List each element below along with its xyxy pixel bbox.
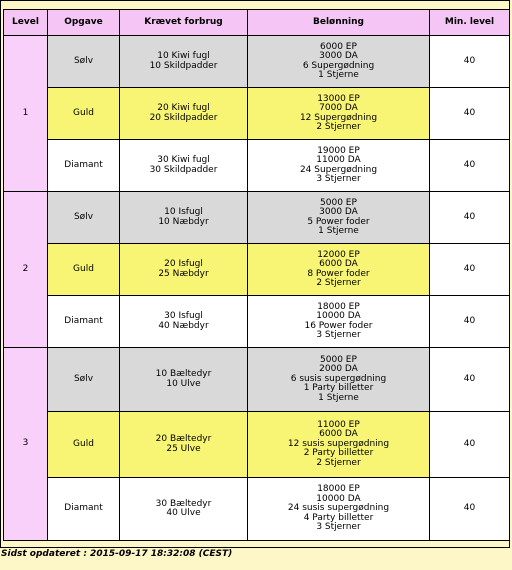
reward-item: 12000 EP [317, 249, 360, 260]
min-level-cell: 40 [430, 192, 510, 244]
required-consumption-cell [120, 88, 248, 140]
required-consumption-cell [120, 36, 248, 88]
reward-item: 5 Power foder [307, 216, 370, 227]
required-item: 10 Skildpadder [149, 60, 218, 71]
reward-item: 2 Party billetter [303, 448, 374, 459]
header-kraevet-forbrug: Krævet forbrug [120, 10, 248, 36]
reward-item: 12 Supergødning [299, 112, 378, 123]
table-row [4, 412, 510, 478]
reward-item: 8 Power foder [307, 268, 370, 279]
reward-item: 6 Supergødning [302, 60, 375, 71]
required-consumption-cell [120, 296, 248, 348]
reward-item: 11000 DA [316, 155, 361, 165]
reward-cell [248, 478, 430, 541]
level-cell: 2 [4, 192, 48, 348]
table-row [4, 140, 510, 192]
task-tier-cell: Sølv [48, 36, 120, 88]
reward-cell [248, 348, 430, 412]
header-belonning: Belønning [248, 10, 430, 36]
header-opgave: Opgave [48, 10, 120, 36]
reward-cell [248, 36, 430, 88]
rewards-body [4, 36, 510, 541]
min-level-cell: 40 [430, 348, 510, 412]
rewards-table [3, 9, 510, 541]
table-row [4, 478, 510, 541]
min-level-cell: 40 [430, 88, 510, 140]
required-item: 20 Isfugl [164, 259, 203, 269]
reward-item: 6 susis supergødning [290, 373, 387, 384]
reward-item: 3000 DA [319, 207, 358, 217]
required-item: 10 Bæltedyr [155, 369, 212, 379]
task-tier-cell: Sølv [48, 348, 120, 412]
reward-item: 10000 DA [316, 311, 361, 321]
reward-item: 3000 DA [319, 51, 358, 61]
required-item: 30 Kiwi fugl [157, 155, 210, 165]
reward-cell [248, 296, 430, 348]
level-cell: 3 [4, 348, 48, 541]
reward-item: 6000 EP [320, 41, 357, 52]
required-item: 25 Ulve [166, 443, 201, 454]
min-level-cell: 40 [430, 244, 510, 296]
reward-item: 18000 EP [317, 484, 360, 495]
reward-item: 6000 DA [319, 259, 358, 269]
required-consumption-cell [120, 478, 248, 541]
reward-item: 2 Stjerner [316, 278, 361, 288]
header-min-level: Min. level [430, 10, 510, 36]
required-consumption-cell [120, 412, 248, 478]
reward-item: 6000 DA [319, 429, 358, 440]
reward-item: 1 Stjerne [318, 392, 359, 403]
reward-item: 2 Stjerner [316, 457, 361, 468]
reward-item: 1 Stjerne [318, 70, 359, 80]
required-item: 10 Isfugl [164, 207, 203, 217]
task-tier-cell: Guld [48, 88, 120, 140]
reward-cell [248, 244, 430, 296]
reward-cell [248, 412, 430, 478]
table-row [4, 36, 510, 88]
task-tier-cell: Guld [48, 244, 120, 296]
task-tier-cell: Sølv [48, 192, 120, 244]
required-item: 20 Bæltedyr [155, 434, 212, 444]
min-level-cell: 40 [430, 36, 510, 88]
required-consumption-cell [120, 140, 248, 192]
reward-item: 16 Power foder [304, 320, 373, 331]
last-updated-text: Sidst opdateret : 2015-09-17 18:32:08 (CEST) [1, 549, 233, 559]
reward-item: 3 Stjerner [316, 330, 361, 340]
reward-cell [248, 88, 430, 140]
reward-item: 2000 DA [319, 364, 358, 375]
reward-cell [248, 192, 430, 244]
required-item: 10 Ulve [166, 378, 201, 389]
required-item: 10 Kiwi fugl [157, 51, 210, 61]
required-item: 20 Kiwi fugl [157, 103, 210, 113]
min-level-cell: 40 [430, 140, 510, 192]
level-cell: 1 [4, 36, 48, 192]
required-consumption-cell [120, 244, 248, 296]
reward-item: 2 Stjerner [316, 122, 361, 132]
reward-item: 10000 DA [316, 493, 361, 504]
required-consumption-cell [120, 348, 248, 412]
min-level-cell: 40 [430, 412, 510, 478]
task-tier-cell: Diamant [48, 478, 120, 541]
reward-item: 3 Stjerner [316, 522, 361, 533]
required-item: 20 Skildpadder [149, 112, 218, 123]
table-row [4, 296, 510, 348]
reward-item: 11000 EP [317, 419, 360, 430]
reward-item: 19000 EP [317, 145, 360, 156]
reward-item: 1 Party billetter [303, 383, 374, 394]
reward-cell [248, 140, 430, 192]
reward-item: 13000 EP [317, 93, 360, 104]
required-item: 10 Næbdyr [158, 216, 209, 227]
header-row [4, 10, 510, 36]
header-level: Level [4, 10, 48, 36]
reward-item: 5000 EP [320, 197, 357, 208]
required-item: 40 Ulve [166, 508, 201, 518]
reward-item: 12 susis supergødning [287, 438, 390, 449]
required-item: 30 Isfugl [164, 311, 203, 321]
task-tier-cell: Guld [48, 412, 120, 478]
required-item: 30 Skildpadder [149, 164, 218, 175]
reward-item: 3 Stjerner [316, 174, 361, 184]
reward-item: 24 susis supergødning [287, 503, 390, 514]
reward-item: 1 Stjerne [318, 226, 359, 236]
table-row [4, 192, 510, 244]
min-level-cell: 40 [430, 296, 510, 348]
required-item: 25 Næbdyr [158, 268, 209, 279]
reward-item: 24 Supergødning [299, 164, 378, 175]
table-row [4, 348, 510, 412]
reward-item: 4 Party billetter [303, 512, 374, 523]
reward-item: 5000 EP [320, 354, 357, 365]
table-row [4, 244, 510, 296]
required-item: 40 Næbdyr [158, 320, 209, 331]
required-consumption-cell [120, 192, 248, 244]
task-tier-cell: Diamant [48, 296, 120, 348]
table-row [4, 88, 510, 140]
min-level-cell: 40 [430, 478, 510, 541]
reward-item: 18000 EP [317, 301, 360, 312]
reward-item: 7000 DA [319, 103, 358, 113]
task-tier-cell: Diamant [48, 140, 120, 192]
required-item: 30 Bæltedyr [155, 498, 212, 509]
